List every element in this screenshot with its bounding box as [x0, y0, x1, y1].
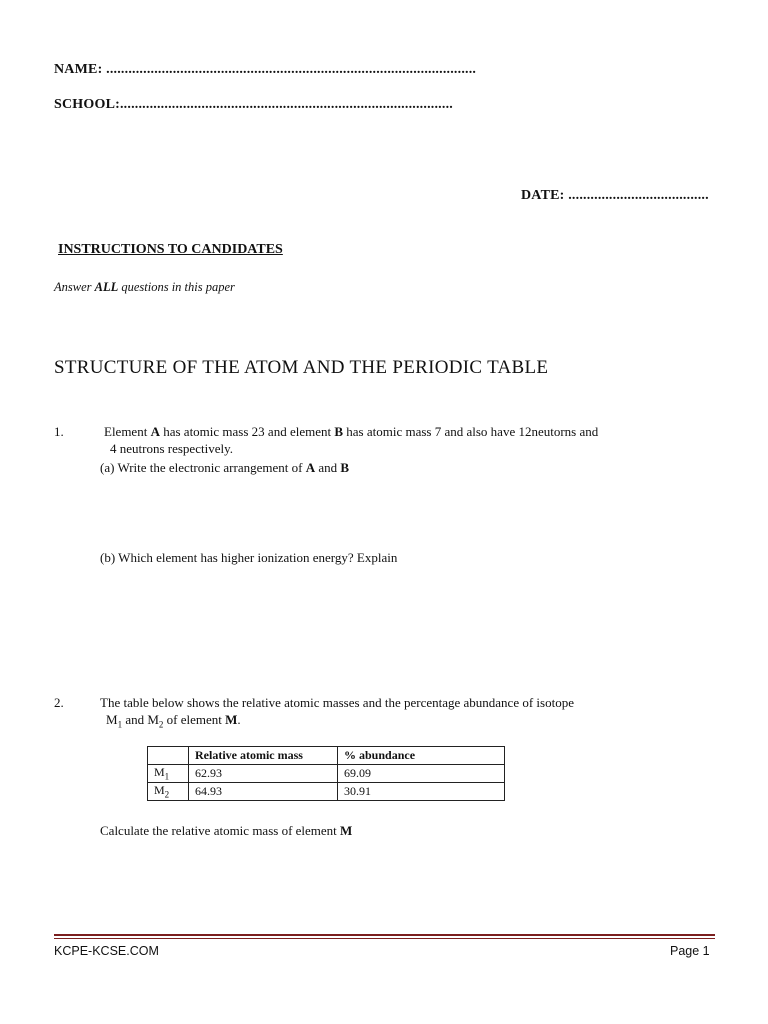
q1-stem-line2: 4 neutrons respectively.: [110, 441, 233, 456]
q1-part-b: (b) Which element has higher ionization energy? Explain: [100, 550, 398, 565]
isotope-sub: 2: [164, 789, 170, 800]
q1-element-b: B: [334, 424, 344, 439]
instructions-all: ALL: [94, 280, 119, 294]
q2-and: and M: [122, 712, 159, 727]
table-cell-isotope: [148, 765, 189, 783]
q1-part-a-elem-a: A: [305, 460, 316, 475]
q2-end: .: [237, 712, 241, 727]
q2-line1: The table below shows the relative atomic masses and the percentage abundance of isotope: [100, 695, 574, 710]
q2-calc-element: M: [340, 823, 353, 838]
q2-m-sub2: 2: [158, 719, 164, 730]
q1-stem-c: has atomic mass 7 and also have 12neutorns and: [343, 424, 599, 439]
q2-element-m: M: [225, 712, 238, 727]
instructions-prefix: Answer: [54, 280, 95, 294]
date-field: DATE: ......................................: [521, 188, 709, 203]
table-header-cell: [148, 747, 189, 765]
footer-site: KCPE-KCSE.COM: [54, 944, 159, 958]
q2-m: M: [106, 712, 118, 727]
q1-part-a: [100, 459, 349, 476]
isotope-table: [147, 746, 505, 801]
table-header-cell: % abundance: [338, 747, 505, 765]
q1-stem: [104, 423, 598, 440]
q2-calc-text: Calculate the relative atomic mass of element: [100, 823, 341, 838]
q1-part-a-elem-b: B: [340, 460, 350, 475]
q1-element-a: A: [150, 424, 160, 439]
q1-stem-a: Element: [104, 424, 151, 439]
q1-number: 1.: [54, 424, 64, 439]
table-header-cell: Relative atomic mass: [189, 747, 338, 765]
q1-part-a-and: and: [315, 460, 341, 475]
footer-rule-thin: [54, 938, 715, 939]
table-header-row: [148, 747, 505, 765]
school-field: SCHOOL:..........................................................................................: [54, 97, 453, 112]
isotope-label: M: [154, 765, 165, 780]
name-field: NAME: ....................................................................................................: [54, 62, 477, 77]
instructions-heading: INSTRUCTIONS TO CANDIDATES: [58, 242, 283, 257]
isotope-label: M: [154, 783, 165, 798]
table-cell-mass: 64.93: [189, 783, 338, 801]
q2-of: of element: [163, 712, 226, 727]
table-cell-abundance: 30.91: [338, 783, 505, 801]
instructions-text: [54, 280, 235, 295]
instructions-suffix: questions in this paper: [118, 280, 235, 294]
q1-stem-b: has atomic mass 23 and element: [159, 424, 335, 439]
table-row: [148, 783, 505, 801]
q2-m-sub1: 1: [117, 719, 123, 730]
table-row: [148, 765, 505, 783]
q2-line2: [106, 711, 241, 734]
table-cell-mass: 62.93: [189, 765, 338, 783]
footer-rule: [54, 934, 715, 936]
footer-page-number: Page 1: [670, 944, 710, 958]
q2-number: 2.: [54, 695, 64, 710]
table-cell-isotope: [148, 783, 189, 801]
q2-calculate: [100, 822, 352, 839]
table-cell-abundance: 69.09: [338, 765, 505, 783]
isotope-sub: 1: [164, 771, 170, 782]
q1-part-a-text: (a) Write the electronic arrangement of: [100, 460, 306, 475]
page-title: STRUCTURE OF THE ATOM AND THE PERIODIC TABLE: [54, 357, 549, 378]
